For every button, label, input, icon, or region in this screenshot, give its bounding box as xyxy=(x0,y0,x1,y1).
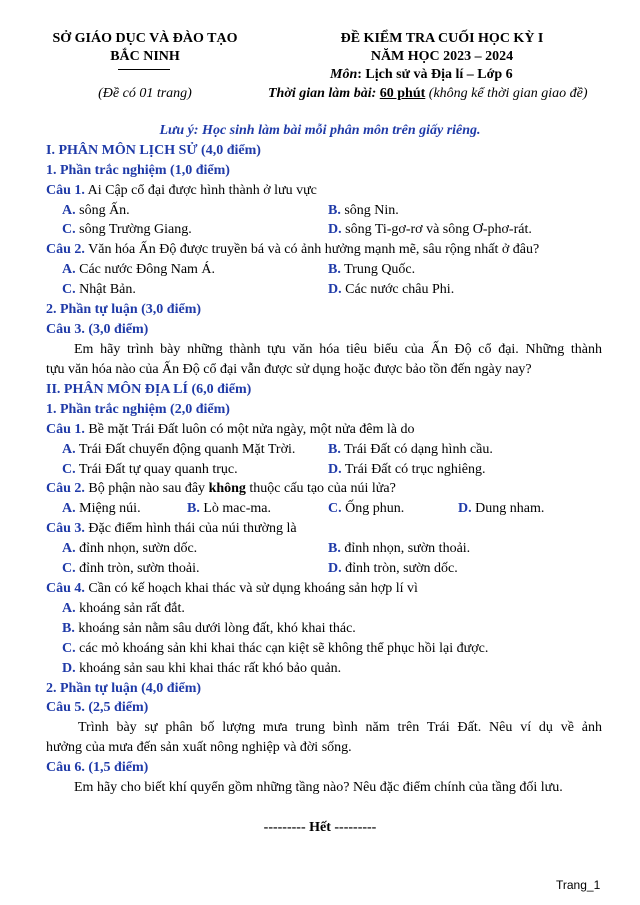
option-key: C. xyxy=(62,641,76,656)
time-label: Thời gian làm bài: xyxy=(268,86,377,101)
pages-note: (Đề có 01 trang) xyxy=(98,86,192,101)
option-text: Trái Đất có trục nghiêng. xyxy=(341,462,486,477)
subject-label: Môn xyxy=(330,67,358,82)
geography-q1-option-b xyxy=(328,442,493,458)
geography-part2-title: 2. Phần tự luận (4,0 điểm) xyxy=(46,681,202,696)
question-label: Câu 2. xyxy=(46,242,85,257)
option-key: C. xyxy=(328,501,342,516)
option-text: Lò mac-ma. xyxy=(199,501,271,516)
history-q2-option-b xyxy=(328,262,415,278)
option-text: đỉnh tròn, sườn thoải. xyxy=(75,561,200,576)
history-part1-title: 1. Phần trắc nghiệm (1,0 điểm) xyxy=(46,163,230,178)
history-part2-title: 2. Phần tự luận (3,0 điểm) xyxy=(46,302,202,317)
option-text: Các nước châu Phi. xyxy=(341,282,455,297)
geography-q6-line-1: Em hãy cho biết khí quyển gồm những tầng nào? Nêu đặc điểm chính của tầng đối lưu. xyxy=(74,780,563,795)
history-q2-option-c xyxy=(62,282,136,298)
option-key: B. xyxy=(328,442,341,457)
option-text: Các nước Đông Nam Á. xyxy=(75,262,216,277)
geography-q2-option-a xyxy=(62,501,141,517)
option-text: đỉnh tròn, sườn dốc. xyxy=(341,561,458,576)
option-text: khoáng sản rất đắt. xyxy=(75,601,185,616)
question-text: Bề mặt Trái Đất luôn có một nửa ngày, một nửa đêm là do xyxy=(84,422,415,437)
question-label: Câu 3. xyxy=(46,521,85,536)
department-line-2: BẮC NINH xyxy=(110,49,180,64)
option-text: sông Nin. xyxy=(340,203,399,218)
time-line xyxy=(268,86,588,102)
geography-q4-option-c xyxy=(62,641,488,657)
question-text: Văn hóa Ấn Độ được truyền bá và có ảnh hưởng mạnh mẽ, sâu rộng nhất ở đâu? xyxy=(84,242,540,257)
geography-q3-option-c xyxy=(62,561,200,577)
geography-part1-title: 1. Phần trắc nghiệm (2,0 điểm) xyxy=(46,402,230,417)
history-section-title: I. PHÂN MÔN LỊCH SỬ (4,0 điểm) xyxy=(46,143,261,158)
option-key: B. xyxy=(62,621,75,636)
option-key: A. xyxy=(62,442,76,457)
option-text: các mỏ khoáng sản khi khai thác cạn kiệt sẽ không thể phục hồi lại được. xyxy=(75,641,489,656)
question-label: Câu 2. xyxy=(46,481,85,496)
geography-q2 xyxy=(46,481,396,497)
department-line-1: SỞ GIÁO DỤC VÀ ĐÀO TẠO xyxy=(52,31,238,46)
history-q2-option-a xyxy=(62,262,215,278)
notice: Lưu ý: Học sinh làm bài mỗi phân môn trên giấy riêng. xyxy=(159,123,481,138)
geography-q2-option-c xyxy=(328,501,404,517)
question-text: Cần có kế hoạch khai thác và sử dụng khoáng sản hợp lí vì xyxy=(84,581,418,596)
option-key: A. xyxy=(62,541,76,556)
header-divider-left xyxy=(118,69,170,70)
option-text: khoáng sản nằm sâu dưới lòng đất, khó khai thác. xyxy=(74,621,356,636)
option-text: đỉnh nhọn, sườn dốc. xyxy=(75,541,198,556)
subject-line xyxy=(330,67,513,83)
history-q1-option-a xyxy=(62,203,130,219)
option-key: C. xyxy=(62,282,76,297)
history-q1-option-d xyxy=(328,222,532,238)
geography-q3-option-d xyxy=(328,561,458,577)
history-q1 xyxy=(46,183,317,199)
option-text: Miệng núi. xyxy=(75,501,141,516)
geography-q5-line-1: Trình bày sự phân bố lượng mưa trung bình năm trên Trái Đất. Nêu ví dụ về ảnh xyxy=(78,720,602,735)
question-emphasis: không xyxy=(208,481,246,496)
geography-q4 xyxy=(46,581,418,597)
time-value: 60 phút xyxy=(379,86,426,101)
subject-value: : Lịch sử và Địa lí – Lớp 6 xyxy=(357,67,513,82)
option-key: B. xyxy=(328,203,341,218)
history-q2 xyxy=(46,242,539,258)
school-year: NĂM HỌC 2023 – 2024 xyxy=(370,49,514,64)
geography-q4-option-d xyxy=(62,661,341,677)
history-q3-line-2: tựu văn hóa nào của Ấn Độ cổ đại vẫn được sử dụng hoặc được bảo tồn đến ngày nay? xyxy=(46,362,532,377)
option-key: B. xyxy=(328,541,341,556)
option-text: đỉnh nhọn, sườn thoải. xyxy=(340,541,471,556)
option-text: Trái Đất tự quay quanh trục. xyxy=(75,462,238,477)
geography-section-title: II. PHÂN MÔN ĐỊA LÍ (6,0 điểm) xyxy=(46,382,252,397)
option-key: A. xyxy=(62,601,76,616)
option-key: D. xyxy=(328,462,342,477)
option-text: Trái Đất chuyển động quanh Mặt Trời. xyxy=(75,442,296,457)
option-key: C. xyxy=(62,462,76,477)
question-text: Đặc điểm hình thái của núi thường là xyxy=(84,521,297,536)
geography-q6-label: Câu 6. (1,5 điểm) xyxy=(46,760,149,775)
geography-q4-option-b xyxy=(62,621,356,637)
option-text: sông Ti-gơ-rơ và sông Ơ-phơ-rát. xyxy=(341,222,532,237)
option-text: khoáng sản sau khi khai thác rất khó bảo quản. xyxy=(75,661,342,676)
option-key: A. xyxy=(62,203,76,218)
option-key: A. xyxy=(62,501,76,516)
history-q3-line-1: Em hãy trình bày những thành tựu văn hóa tiêu biểu của Ấn Độ cổ đại. Những thành xyxy=(74,342,602,357)
option-key: D. xyxy=(62,661,76,676)
geography-q5-line-2: hưởng của mưa đến sản xuất nông nghiệp và đời sống. xyxy=(46,740,352,755)
option-key: A. xyxy=(62,262,76,277)
option-text: Dung nham. xyxy=(471,501,545,516)
question-label: Câu 1. xyxy=(46,422,85,437)
option-text: Trái Đất có dạng hình cầu. xyxy=(340,442,493,457)
option-text: Ống phun. xyxy=(341,501,405,516)
geography-q1 xyxy=(46,422,415,438)
option-text: Nhật Bản. xyxy=(75,282,136,297)
question-label: Câu 1. xyxy=(46,183,85,198)
option-key: D. xyxy=(328,222,342,237)
option-key: B. xyxy=(328,262,341,277)
geography-q1-option-a xyxy=(62,442,295,458)
end-mark: --------- Hết --------- xyxy=(263,820,377,835)
option-text: sông Ấn. xyxy=(75,203,130,218)
question-text: Ai Cập cổ đại được hình thành ở lưu vực xyxy=(84,183,317,198)
history-q1-option-c xyxy=(62,222,192,238)
exam-title: ĐỀ KIỂM TRA CUỐI HỌC KỲ I xyxy=(340,31,544,46)
history-q1-option-b xyxy=(328,203,399,219)
option-key: D. xyxy=(458,501,472,516)
option-key: D. xyxy=(328,561,342,576)
geography-q2-option-d xyxy=(458,501,544,517)
question-text: Bộ phận nào sau đây xyxy=(84,481,209,496)
history-q2-option-d xyxy=(328,282,454,298)
geography-q1-option-c xyxy=(62,462,238,478)
question-text: thuộc cấu tạo của núi lửa? xyxy=(245,481,396,496)
question-label: Câu 4. xyxy=(46,581,85,596)
geography-q4-option-a xyxy=(62,601,185,617)
option-key: B. xyxy=(187,501,200,516)
geography-q1-option-d xyxy=(328,462,486,478)
history-q3-label: Câu 3. (3,0 điểm) xyxy=(46,322,149,337)
geography-q3 xyxy=(46,521,297,537)
geography-q3-option-a xyxy=(62,541,197,557)
option-text: Trung Quốc. xyxy=(340,262,416,277)
option-key: C. xyxy=(62,222,76,237)
time-note: (không kể thời gian giao đề) xyxy=(428,86,588,101)
page-number: Trang_1 xyxy=(556,878,601,892)
geography-q3-option-b xyxy=(328,541,470,557)
geography-q2-option-b xyxy=(187,501,271,517)
option-key: D. xyxy=(328,282,342,297)
option-key: C. xyxy=(62,561,76,576)
geography-q5-label: Câu 5. (2,5 điểm) xyxy=(46,700,149,715)
option-text: sông Trường Giang. xyxy=(75,222,192,237)
